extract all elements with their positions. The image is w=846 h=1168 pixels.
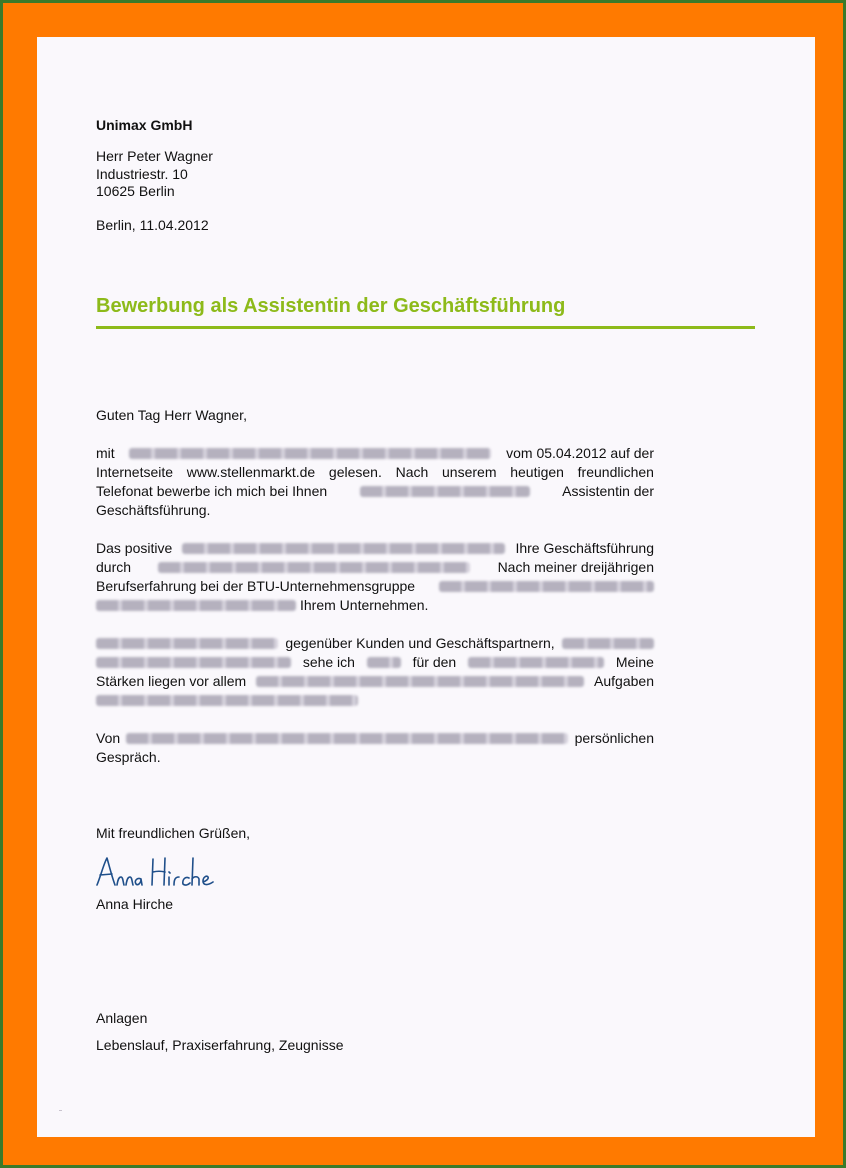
redacted-text <box>182 543 505 554</box>
p4-text: Gespräch. <box>96 749 161 765</box>
p3-line-1 <box>96 634 654 653</box>
p1-line-2 <box>96 463 654 482</box>
paragraph-4 <box>96 729 654 767</box>
sender-street: Industriestr. 10 <box>96 166 188 182</box>
redacted-text <box>256 676 584 687</box>
redacted-text <box>468 657 604 668</box>
p3-text: für den <box>412 654 457 670</box>
p1-text: Assistentin der <box>562 483 654 499</box>
p4-line-1 <box>96 729 654 748</box>
p1-text: Telefonat bewerbe ich mich bei Ihnen <box>96 483 328 499</box>
attachments-list: Lebenslauf, Praxiserfahrung, Zeugnisse <box>96 1037 344 1053</box>
page-speck <box>59 1110 62 1111</box>
handwritten-signature <box>95 855 229 891</box>
redacted-text <box>96 638 278 649</box>
redacted-text <box>158 562 470 573</box>
subject-heading: Bewerbung als Assistentin der Geschäftsführung <box>96 295 566 317</box>
subject-underline <box>96 326 755 329</box>
redacted-text <box>129 448 491 459</box>
paragraph-3 <box>96 634 654 710</box>
p1-text: mit <box>96 445 115 461</box>
p2-text: Nach meiner dreijährigen <box>497 559 654 575</box>
p1-text: Geschäftsführung. <box>96 502 211 518</box>
p4-line-2 <box>96 748 654 767</box>
attachments-label: Anlagen <box>96 1010 148 1026</box>
p2-text: durch <box>96 559 132 575</box>
p3-text: sehe ich <box>302 654 355 670</box>
p1-text: heutigen <box>510 464 564 480</box>
p2-line-2 <box>96 558 654 577</box>
letter-date: Berlin, 11.04.2012 <box>96 217 209 233</box>
closing: Mit freundlichen Grüßen, <box>96 825 251 841</box>
sender-city: 10625 Berlin <box>96 183 175 199</box>
p2-text: Berufserfahrung bei der BTU-Unternehmensgruppe <box>96 578 416 594</box>
redacted-text <box>439 581 654 592</box>
p1-text: Internetseite <box>96 464 174 480</box>
p2-text: Ihre Geschäftsführung <box>515 540 654 556</box>
salutation: Guten Tag Herr Wagner, <box>96 407 247 423</box>
p3-text: Meine <box>615 654 654 670</box>
signature-text: Anna Hirche <box>95 855 101 856</box>
redacted-text <box>562 638 654 649</box>
redacted-text <box>367 657 401 668</box>
p2-text: Das positive <box>96 540 173 556</box>
p3-line-4 <box>96 691 654 710</box>
p1-text: gelesen. <box>328 464 382 480</box>
p1-text: Nach <box>395 464 429 480</box>
sender-contact: Herr Peter Wagner <box>96 148 213 164</box>
paragraph-2 <box>96 539 654 615</box>
p4-text: persönlichen <box>574 730 654 746</box>
p3-text: gegenüber Kunden und Geschäftspartnern, <box>285 635 555 651</box>
p3-text: Stärken liegen vor allem <box>96 673 247 689</box>
orange-frame <box>3 3 843 1165</box>
p3-line-2 <box>96 653 654 672</box>
p1-text: www.stellenmarkt.de <box>186 464 316 480</box>
p3-text: Aufgaben <box>594 673 654 689</box>
p2-text: Ihrem Unternehmen. <box>300 597 429 613</box>
p1-text: vom 05.04.2012 auf der <box>506 445 654 461</box>
p4-text: Von <box>96 730 121 746</box>
sender-company: Unimax GmbH <box>96 117 193 133</box>
redacted-text <box>96 657 291 668</box>
p1-text: freundlichen <box>577 464 654 480</box>
redacted-text <box>360 486 530 497</box>
signer-name: Anna Hirche <box>96 896 174 912</box>
p1-line-3 <box>96 482 654 501</box>
redacted-text <box>126 733 568 744</box>
paragraph-1 <box>96 444 654 520</box>
letter-page <box>37 37 815 1137</box>
redacted-text <box>96 695 358 706</box>
p2-line-1 <box>96 539 654 558</box>
p3-line-3 <box>96 672 654 691</box>
redacted-text <box>96 600 296 611</box>
p1-line-4 <box>96 501 654 520</box>
p1-line-1 <box>96 444 654 463</box>
p1-text: unserem <box>442 464 497 480</box>
p2-line-3 <box>96 577 654 596</box>
p2-line-4 <box>96 596 654 615</box>
